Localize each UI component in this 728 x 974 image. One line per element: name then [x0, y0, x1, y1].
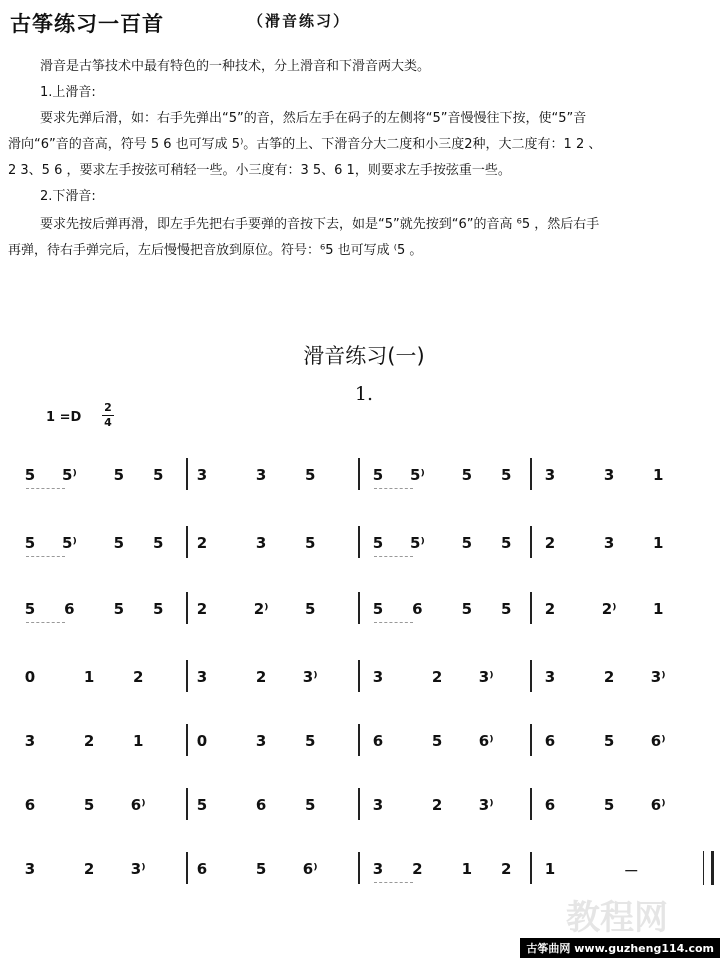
note: 5	[196, 796, 208, 814]
barline	[358, 852, 360, 884]
note: 6	[544, 796, 556, 814]
note: 6⁾	[302, 860, 318, 878]
note: 2	[196, 534, 208, 552]
note: 3	[544, 668, 556, 686]
barline	[358, 660, 360, 692]
note: 3⁾	[478, 668, 494, 686]
note: 5	[500, 600, 512, 618]
note: 3	[255, 732, 267, 750]
note: 3	[24, 860, 36, 878]
note: 5	[372, 534, 384, 552]
barline	[530, 526, 532, 558]
barline	[186, 660, 188, 692]
note: 3	[196, 668, 208, 686]
note: 3	[372, 796, 384, 814]
note: 1	[83, 668, 95, 686]
time-signature-top: 2	[104, 401, 112, 414]
page-subtitle: （滑音练习）	[248, 12, 351, 30]
note: 3	[603, 534, 615, 552]
note: 1	[132, 732, 144, 750]
intro-heading-2: 2.下滑音:	[40, 189, 96, 204]
note: 2	[412, 860, 423, 878]
note: 3	[544, 466, 556, 484]
beam-line	[26, 622, 65, 623]
barline	[530, 592, 532, 624]
note: 5⁾	[62, 466, 77, 484]
note: 5	[500, 466, 512, 484]
note: 6	[24, 796, 36, 814]
barline	[530, 788, 532, 820]
note: 2	[83, 732, 95, 750]
note: 5	[304, 534, 316, 552]
barline	[530, 852, 532, 884]
note: 6	[64, 600, 75, 618]
barline	[530, 724, 532, 756]
barline	[358, 788, 360, 820]
note: 0	[24, 668, 36, 686]
note: 5	[152, 534, 164, 552]
note: 1	[461, 860, 472, 878]
note: 3	[372, 668, 384, 686]
note: 6⁾	[650, 796, 666, 814]
note: 3	[603, 466, 615, 484]
note: 5	[304, 600, 316, 618]
intro-paragraph-3b: 再弹，待右手弹完后，左后慢慢把音放到原位。符号：⁶5 也可写成 ⁽5 。	[8, 243, 423, 258]
note: 5	[372, 600, 384, 618]
barline	[186, 788, 188, 820]
note: 2	[431, 796, 443, 814]
note: 5	[113, 600, 124, 618]
note: 1	[544, 860, 556, 878]
note: 6⁾	[130, 796, 146, 814]
note: 3	[255, 466, 267, 484]
note: 0	[196, 732, 208, 750]
note: 3⁾	[650, 668, 666, 686]
note: 5⁾	[410, 466, 425, 484]
watermark-logo: 教程网	[566, 898, 668, 938]
note: 2	[603, 668, 615, 686]
note: 1	[652, 534, 664, 552]
note: 6	[372, 732, 384, 750]
beam-line	[374, 882, 413, 883]
note: 3	[24, 732, 36, 750]
note: 5	[304, 796, 316, 814]
note: 2	[132, 668, 144, 686]
note: 5	[24, 600, 36, 618]
intro-heading-1: 1.上滑音:	[40, 85, 96, 100]
note: 5	[461, 534, 472, 552]
beam-line	[374, 556, 413, 557]
time-signature	[102, 402, 114, 429]
intro-paragraph-2a: 要求先弹后滑，如：右手先弹出“5”的音，然后左手在码子的左侧将“5”音慢慢往下按，使“5”音	[40, 111, 587, 126]
page-title: 古筝练习一百首	[10, 12, 164, 36]
note: 2	[83, 860, 95, 878]
watermark-site: 古筝曲网 www.guzheng114.com	[520, 938, 720, 958]
note: 2	[544, 534, 556, 552]
note: 6	[255, 796, 267, 814]
note: 6	[196, 860, 208, 878]
note: 5	[304, 466, 316, 484]
barline	[358, 458, 360, 490]
note: 3	[372, 860, 384, 878]
final-barline	[703, 851, 714, 885]
note: 2⁾	[601, 600, 617, 618]
beam-line	[26, 556, 65, 557]
note: 5	[304, 732, 316, 750]
note: 5	[113, 466, 124, 484]
note: 5	[603, 732, 615, 750]
note: 5	[255, 860, 267, 878]
beam-line	[374, 488, 413, 489]
note: －	[623, 862, 639, 880]
barline	[530, 660, 532, 692]
note: 1	[652, 600, 664, 618]
note: 2	[431, 668, 443, 686]
note: 5	[461, 600, 472, 618]
note: 6⁾	[650, 732, 666, 750]
section-title: 滑音练习(一)	[303, 344, 425, 368]
note: 5	[152, 600, 164, 618]
note: 6⁾	[478, 732, 494, 750]
note: 3⁾	[130, 860, 146, 878]
note: 5	[603, 796, 615, 814]
note: 5	[372, 466, 384, 484]
note: 5	[83, 796, 95, 814]
key-signature: 1 =D	[46, 410, 82, 425]
note: 2⁾	[253, 600, 269, 618]
note: 2	[500, 860, 512, 878]
intro-paragraph-3a: 要求先按后弹再滑，即左手先把右手要弹的音按下去，如是“5”就先按到“6”的音高 ⁶5 ，然后右手	[40, 217, 600, 232]
barline	[358, 592, 360, 624]
beam-line	[374, 622, 413, 623]
intro-paragraph-2b: 滑向“6”音的音高，符号 5 6 也可写成 5⁾。古筝的上、下滑音分大二度和小三度2种，大二度有：1 2 、	[8, 137, 602, 152]
note: 5	[431, 732, 443, 750]
note: 5	[24, 534, 36, 552]
note: 3⁾	[478, 796, 494, 814]
note: 3⁾	[302, 668, 318, 686]
note: 5⁾	[62, 534, 77, 552]
barline	[186, 724, 188, 756]
barline	[358, 526, 360, 558]
note: 5	[24, 466, 36, 484]
intro-paragraph-1: 滑音是古筝技术中最有特色的一种技术，分上滑音和下滑音两大类。	[40, 59, 431, 74]
barline	[186, 458, 188, 490]
note: 3	[196, 466, 208, 484]
note: 5	[461, 466, 472, 484]
note: 5	[500, 534, 512, 552]
barline	[186, 852, 188, 884]
barline	[186, 526, 188, 558]
note: 6	[412, 600, 423, 618]
note: 1	[652, 466, 664, 484]
note: 5	[152, 466, 164, 484]
beam-line	[26, 488, 65, 489]
barline	[530, 458, 532, 490]
note: 2	[544, 600, 556, 618]
time-signature-bottom: 4	[104, 416, 112, 429]
note: 2	[255, 668, 267, 686]
note: 2	[196, 600, 208, 618]
note: 3	[255, 534, 267, 552]
barline	[186, 592, 188, 624]
piece-number: 1.	[354, 383, 374, 405]
note: 6	[544, 732, 556, 750]
note: 5	[113, 534, 124, 552]
intro-paragraph-2c: 2 3、5 6 ，要求左手按弦可稍轻一些。小三度有：3 5、6 1，则要求左手按弦重一些。	[8, 163, 511, 178]
barline	[358, 724, 360, 756]
note: 5⁾	[410, 534, 425, 552]
